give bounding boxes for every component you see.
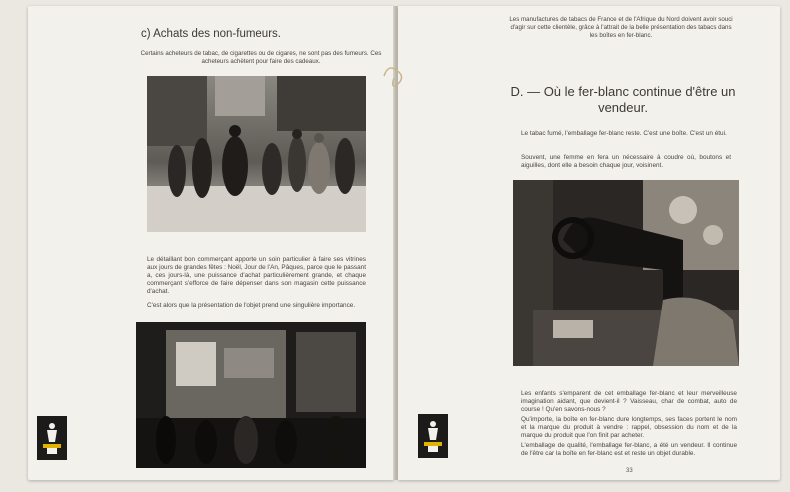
right-page [398, 6, 780, 480]
shop-window-photo [136, 322, 366, 468]
sewing-kit-paragraph: Souvent, une femme en fera un nécessaire à coudre où, boutons et aiguilles, dont elle a besoin chaque jour, voisinent. [521, 154, 731, 169]
page-number: 33 [626, 468, 633, 474]
presentation-paragraph: C'est alors que la présentation de l'objet prend une singulière importance. [147, 302, 356, 309]
blacksmith-logo-icon [418, 414, 448, 458]
top-paragraph: Les manufactures de tabacs de France et de l'Afrique du Nord doivent avoir souci d'agir sur cette clientèle, grâce à l'attrait de la belle présentation des tabacs dans les boîtes en fer-blanc. [509, 16, 733, 39]
retailer-paragraph: Le détaillant bon commerçant apporte un soin particulier à faire ses vitrines aux jours de grandes fêtes : Noël, Jour de l'An, Pâques, parce que le passant a, ces jours-là, une puissance d'achat particulièrement grande, et chaque commerçant s'efforce de faire dépenser dans son magasin cette puissance d'achat. [147, 256, 366, 295]
street-crowd-photo [147, 76, 366, 232]
durability-paragraph: Qu'importe, la boîte en fer-blanc dure longtemps, ses faces portent le nom et la marque du produit à vendre : rappel, obsession du nom et de la marque du produit que l'on finit par acheter. [521, 416, 737, 439]
section-heading-c: c) Achats des non-fumeurs. [141, 28, 281, 40]
blacksmith-logo-icon [37, 416, 67, 460]
sewing-machine-photo [513, 180, 739, 366]
left-page [28, 6, 394, 480]
children-paragraph: Les enfants s'emparent de cet emballage fer-blanc et leur merveilleuse imagination aidant, que devient-il ? Vaisseau, char de combat, auto de course ! Qu'en savons-nous ? [521, 390, 737, 413]
section-heading-d: D. — Où le fer-blanc continue d'être un vendeur. [510, 84, 736, 115]
quality-paragraph: L'emballage de qualité, l'emballage fer-blanc, a été un vendeur. Il continue de l'être car la boîte en fer-blanc est et reste un objet durable. [521, 442, 737, 457]
binding-thread [378, 62, 414, 92]
tin-remains-paragraph: Le tabac fumé, l'emballage fer-blanc reste. C'est une boîte. C'est un étui. [521, 130, 727, 137]
intro-paragraph: Certains acheteurs de tabac, de cigarettes ou de cigares, ne sont pas des fumeurs. Ces acheteurs achètent pour faire des cadeaux. [140, 50, 382, 65]
